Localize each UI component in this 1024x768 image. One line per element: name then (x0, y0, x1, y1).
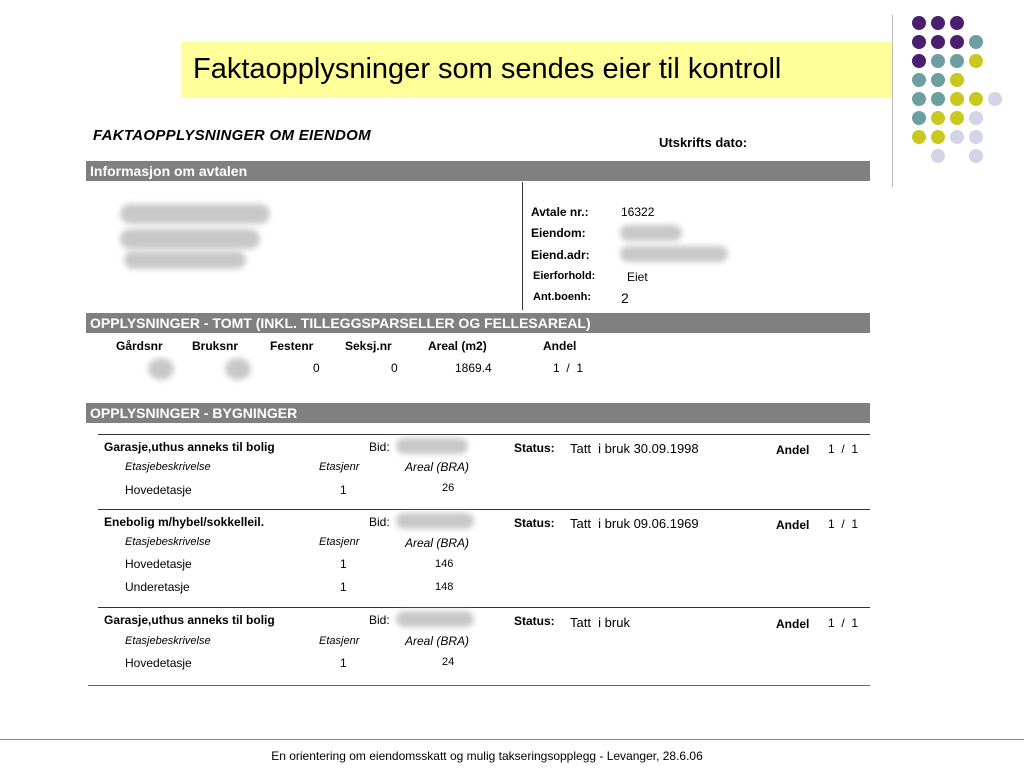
areal-bra-header: Areal (BRA) (405, 536, 470, 550)
bid-label: Bid: (369, 515, 390, 529)
buildings-band: OPPLYSNINGER - BYGNINGER (86, 403, 870, 423)
building-name: Enebolig m/hybel/sokkelleil. (104, 515, 265, 529)
eierforhold-value: Eiet (627, 270, 648, 284)
etasjenr-header: Etasjenr (319, 635, 360, 647)
seksjnr-header: Seksj.nr (345, 339, 392, 353)
building-separator (98, 509, 870, 510)
floor-desc: Hovedetasje (125, 656, 192, 670)
decor-dot (912, 54, 926, 68)
decor-dot (969, 92, 983, 106)
redacted-bid (396, 513, 474, 529)
andel-header: Andel (543, 339, 577, 353)
redacted-bid (396, 438, 468, 454)
decor-dot (931, 73, 945, 87)
agreement-divider (522, 182, 523, 310)
decor-dot (950, 16, 964, 30)
print-date-label: Utskrifts dato: (659, 135, 748, 150)
decor-dot (912, 130, 926, 144)
redacted-address (620, 246, 728, 262)
decor-dot (931, 54, 945, 68)
decor-dot (912, 16, 926, 30)
doc-heading: FAKTAOPPLYSNINGER OM EIENDOM (93, 127, 371, 144)
areal-bra-header: Areal (BRA) (405, 634, 470, 648)
redacted-owner (120, 229, 260, 249)
redacted-owner (120, 204, 270, 224)
agreement-band: Informasjon om avtalen (86, 161, 870, 181)
building-andel: 1 / 1 (828, 517, 859, 531)
decor-dot (912, 73, 926, 87)
floor-desc-header: Etasjebeskrivelse (125, 635, 211, 647)
areal-header: Areal (m2) (428, 339, 487, 353)
festenr-header: Festenr (270, 339, 314, 353)
decor-dot (969, 130, 983, 144)
redacted-eiendom (620, 225, 682, 241)
floor-desc-header: Etasjebeskrivelse (125, 536, 211, 548)
eierforhold-label: Eierforhold: (533, 270, 596, 282)
status-label: Status: (514, 516, 555, 530)
decor-dot (931, 130, 945, 144)
building-separator (98, 607, 870, 608)
building-name: Garasje,uthus anneks til bolig (104, 440, 275, 454)
decor-dot (950, 73, 964, 87)
bid-label: Bid: (369, 613, 390, 627)
decor-dot (912, 35, 926, 49)
decor-dot (931, 35, 945, 49)
building-status: Tatt i bruk 09.06.1969 (570, 516, 699, 531)
plot-band: OPPLYSNINGER - TOMT (INKL. TILLEGGSPARSELLER OG FELLESAREAL) (86, 313, 870, 333)
building-status: Tatt i bruk (570, 615, 630, 630)
decor-dot (931, 16, 945, 30)
decor-dot (969, 149, 983, 163)
decor-dot (931, 149, 945, 163)
decor-dot (969, 54, 983, 68)
floor-desc: Underetasje (125, 580, 190, 594)
decor-dot (950, 111, 964, 125)
festenr-value: 0 (313, 361, 320, 375)
bruksnr-header: Bruksnr (192, 339, 239, 353)
slide-title: Faktaopplysninger som sendes eier til kontroll (193, 53, 782, 85)
floor-desc: Hovedetasje (125, 557, 192, 571)
decor-dot (931, 111, 945, 125)
decor-dot (950, 92, 964, 106)
floor-nr: 1 (340, 483, 347, 497)
decor-dot (912, 111, 926, 125)
floor-nr: 1 (340, 557, 347, 571)
areal-bra-header: Areal (BRA) (405, 460, 470, 474)
seksjnr-value: 0 (391, 361, 398, 375)
gardsnr-header: Gårdsnr (116, 339, 163, 353)
andel-label: Andel (776, 518, 810, 532)
status-label: Status: (514, 614, 555, 628)
building-status: Tatt i bruk 30.09.1998 (570, 441, 699, 456)
status-label: Status: (514, 441, 555, 455)
etasjenr-header: Etasjenr (319, 461, 360, 473)
eiendadr-label: Eiend.adr: (531, 248, 590, 262)
building-separator (98, 434, 870, 435)
footer-line (0, 739, 1024, 740)
redacted-owner (124, 251, 246, 269)
decor-dot (912, 92, 926, 106)
floor-nr: 1 (340, 580, 347, 594)
decor-dot (950, 35, 964, 49)
floor-desc-header: Etasjebeskrivelse (125, 461, 211, 473)
building-name: Garasje,uthus anneks til bolig (104, 613, 275, 627)
andel-label: Andel (776, 443, 810, 457)
redacted-bruksnr (225, 358, 251, 380)
decor-divider (892, 15, 893, 187)
slide-footer: En orientering om eiendomsskatt og mulig takseringsopplegg - Levanger, 28.6.06 (271, 749, 703, 763)
redacted-gardsnr (148, 358, 174, 380)
floor-areal: 24 (442, 656, 455, 668)
decor-dot (988, 92, 1002, 106)
building-andel: 1 / 1 (828, 616, 859, 630)
decor-dot (950, 54, 964, 68)
antboenh-label: Ant.boenh: (533, 291, 592, 303)
eiendom-label: Eiendom: (531, 226, 586, 240)
andel-label: Andel (776, 617, 810, 631)
floor-desc: Hovedetasje (125, 483, 192, 497)
doc-bottom-line (88, 685, 870, 686)
decor-dot (931, 92, 945, 106)
areal-value: 1869.4 (455, 361, 492, 375)
etasjenr-header: Etasjenr (319, 536, 360, 548)
building-andel: 1 / 1 (828, 442, 859, 456)
floor-areal: 148 (435, 581, 454, 593)
floor-areal: 146 (435, 558, 454, 570)
avtale-value: 16322 (621, 205, 655, 219)
redacted-bid (396, 611, 474, 627)
avtale-label: Avtale nr.: (531, 205, 589, 219)
bid-label: Bid: (369, 440, 390, 454)
andel-value: 1 / 1 (553, 361, 584, 375)
decor-dot (950, 130, 964, 144)
decor-dot (969, 35, 983, 49)
decor-dot (969, 111, 983, 125)
antboenh-value: 2 (621, 290, 629, 306)
floor-nr: 1 (340, 656, 347, 670)
floor-areal: 26 (442, 482, 455, 494)
